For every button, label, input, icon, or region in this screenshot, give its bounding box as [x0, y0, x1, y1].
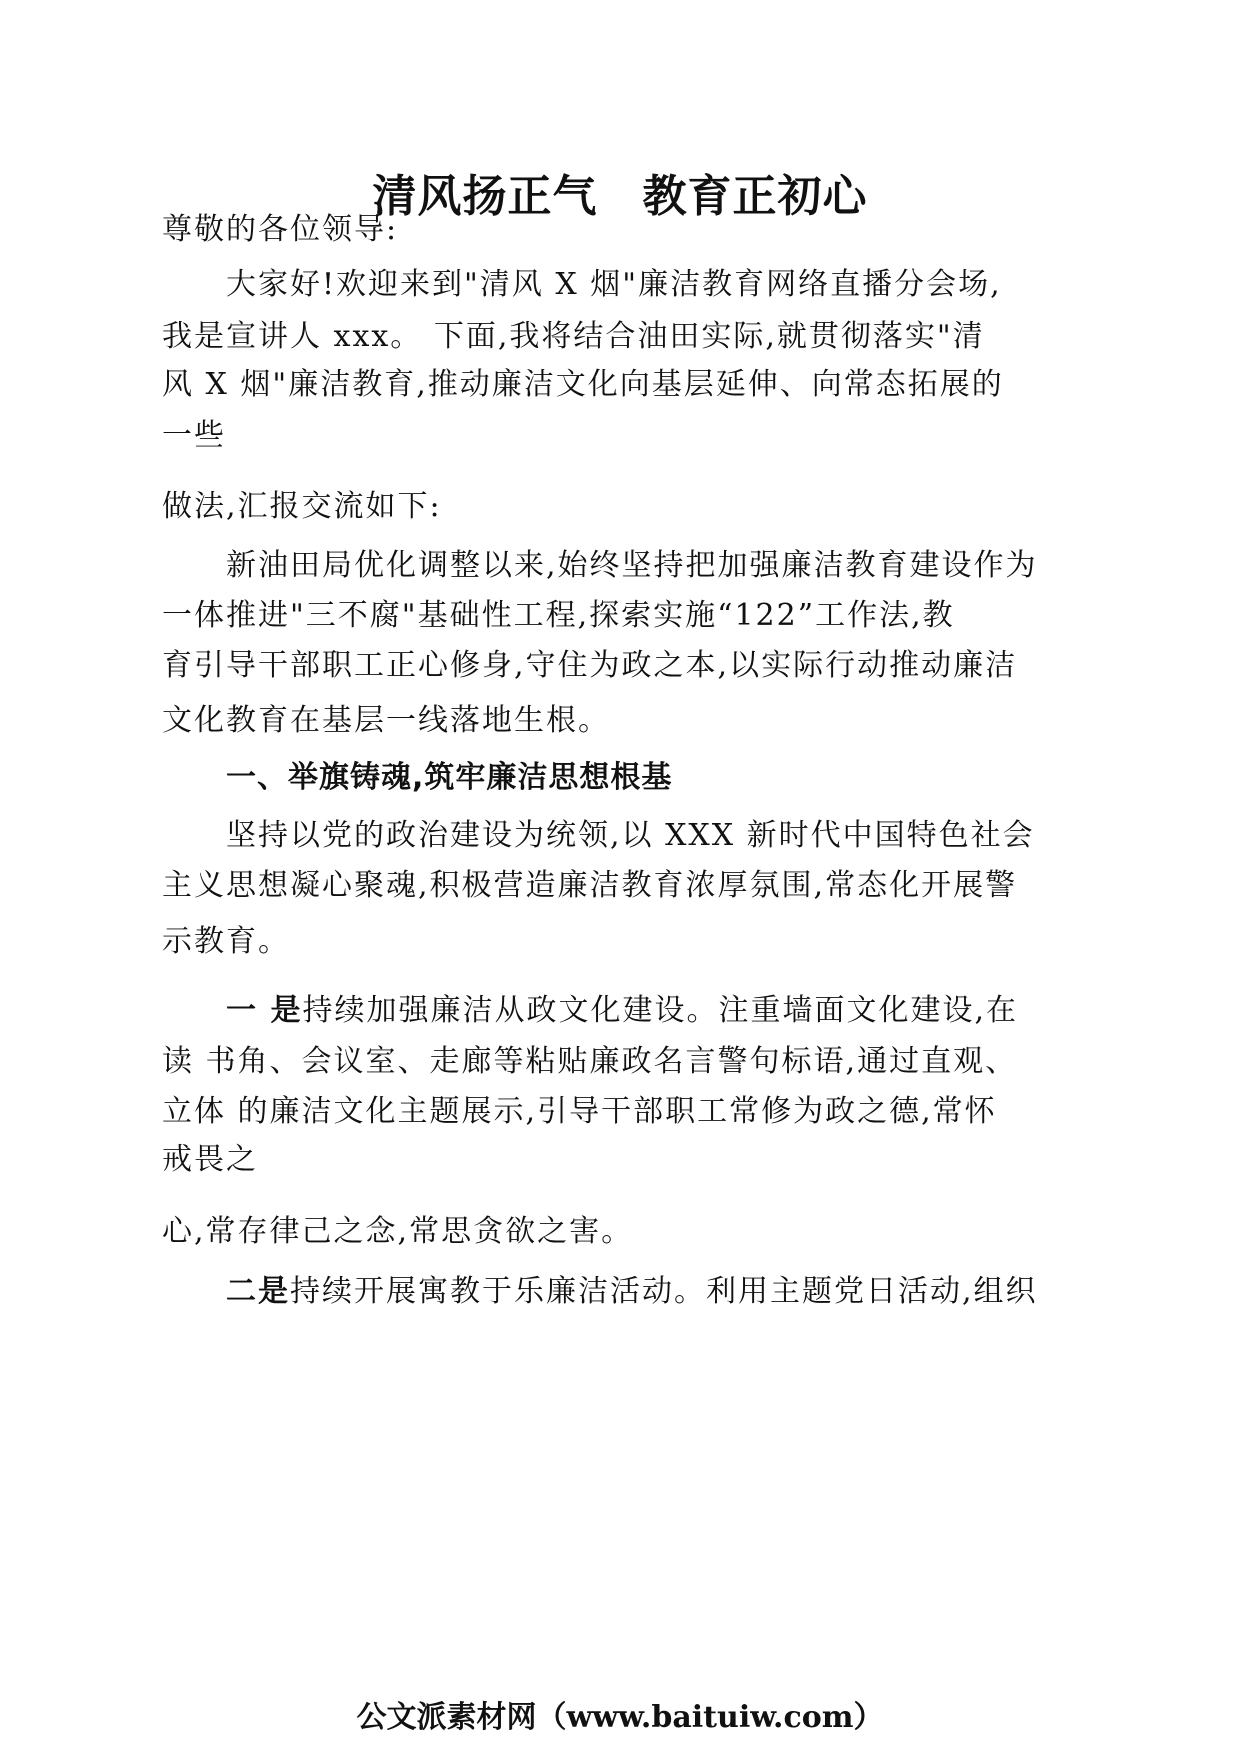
paragraph-line: 心,常存律己之念,常思贪欲之害。: [162, 1214, 634, 1249]
paragraph-text: 持续开展寓教于乐廉洁活动。利用主题党日活动,组织: [290, 1274, 1038, 1309]
paragraph-line: 文化教育在基层一线落地生根。: [162, 703, 610, 738]
paragraph-line: 读 书角、会议室、走廊等粘贴廉政名言警句标语,通过直观、: [162, 1044, 1018, 1079]
paragraph-text: 持续加强廉洁从政文化建设。注重墙面文化建设,在: [302, 993, 1018, 1028]
paragraph-line: 我是宣讲人 xxx。 下面,我将结合油田实际,就贯彻落实"清: [162, 319, 985, 354]
lead-label: 二是: [226, 1274, 290, 1309]
document-title: 清风扬正气 教育正初心: [372, 171, 868, 222]
salutation: 尊敬的各位领导:: [162, 212, 399, 247]
paragraph-line-1: [226, 993, 1018, 1029]
paragraph-line: 大家好!欢迎来到"清风 X 烟"廉洁教育网络直播分会场,: [226, 267, 1002, 302]
paragraph-line: 风 X 烟"廉洁教育,推动廉洁文化向基层延伸、向常态拓展的: [162, 367, 1004, 402]
paragraph-line: 一些: [162, 418, 226, 453]
paragraph-line: 立体 的廉洁文化主题展示,引导干部职工常修为政之德,常怀: [162, 1094, 997, 1129]
lead-label: 一 是: [226, 993, 303, 1028]
paragraph-line: 做法,汇报交流如下:: [162, 489, 442, 524]
paragraph-line: 坚持以党的政治建设为统领,以 XXX 新时代中国特色社会: [226, 818, 1035, 853]
section-heading: 一、举旗铸魂,筑牢廉洁思想根基: [226, 760, 673, 795]
paragraph-line: 主义思想凝心聚魂,积极营造廉洁教育浓厚氛围,常态化开展警: [162, 868, 1018, 903]
paragraph-line: 戒畏之: [162, 1142, 258, 1177]
paragraph-line: 新油田局优化调整以来,始终坚持把加强廉洁教育建设作为: [226, 548, 1038, 583]
footer-watermark: 公文派素材网（www.baituiw.com）: [356, 1700, 884, 1735]
paragraph-line: 示教育。: [162, 924, 290, 959]
paragraph-line: 育引导干部职工正心修身,守住为政之本,以实际行动推动廉洁: [162, 648, 1018, 683]
paragraph-line-2: [226, 1274, 1038, 1310]
paragraph-line: 一体推进"三不腐"基础性工程,探索实施“122”工作法,教: [162, 598, 955, 633]
